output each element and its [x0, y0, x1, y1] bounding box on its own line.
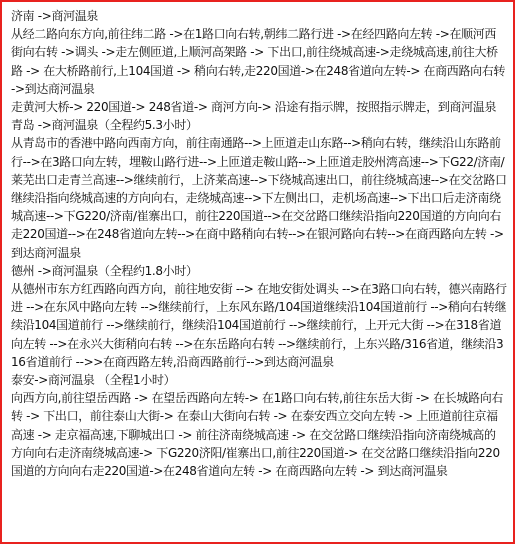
- heading-jinan-route: 济南 ->商河温泉: [11, 9, 99, 23]
- paragraph-jinan-directions: 从经二路向东方向,前往纬二路 ->在1路口向右转,朝纬二路行进 ->在经四路向左转 ->在顺河西街向右转 ->调头 ->走左侧匝道,上顺河高架路 -> 下出口,前往绕城高速->走绕城高速,前往大桥路 -> 在大桥路前行,上104国道 -> 稍向右转,走220国道->在248省道向左转-> 在商西路向右转 ->到达商河温泉: [11, 27, 506, 96]
- heading-dezhou-route: 德州 ->商河温泉（全程约1.8小时）: [11, 263, 198, 278]
- paragraph-qingdao-directions: 从青岛市的香港中路向西南方向，前往南通路-->上匝道走山东路-->稍向右转，继续沿山东路前行-->在3路口向左转，埋鞍山路行进-->上匝道走鞍山路-->上匝道走胶州湾高速-->下G22/济南/莱芜出口走青兰高速-->继续前行，上济莱高速-->下绕城高速出口，前往绕城高速-->在交岔路口继续沿指向绕城高速的方向向右，走绕城高速-->下左侧出口，走机场高速-->下出口后走济南绕城高速-->下G220/济南/崔寨出口，前往220国道-->在交岔路口继续沿指向220国道的方向向右走220国道-->在248省道向左转-->在商中路稍向右转-->在银河路向右转-->在商西路向左转 ->到达商河温泉: [11, 136, 507, 260]
- paragraph-taian-directions: 向西方向,前往望岳西路 -> 在望岳西路向左转-> 在1路口向右转,前往东岳大街 -> 在长城路向右转 -> 下出口，前往泰山大街-> 在泰山大街向右转 -> 在泰安西立交向左转 -> 上匝道前往京福高速 -> 走京福高速,下聊城出口 -> 前往济南绕城高速 -> 在交岔路口继续沿指向济南绕城高的方向向右走济南绕城高速-> 下G220济阳/崔寨出口,前往220国道-> 在交岔路口继续沿指向220国道的方向向右走220国道->在248省道向左转 -> 在商西路向左转 -> 到达商河温泉: [11, 391, 503, 479]
- paragraph-jinan-alternative: 走黄河大桥-> 220国道-> 248省道-> 商河方向-> 沿途有指示牌，按照指示牌走，到商河温泉: [11, 100, 497, 115]
- heading-taian-route: 泰安->商河温泉 （全程1小时）: [11, 373, 176, 388]
- directions-text: [11, 7, 507, 480]
- heading-qingdao-route: 青岛 ->商河温泉（全程约5.3小时）: [11, 118, 198, 133]
- paragraph-dezhou-directions: 从德州市东方红西路向西方向，前往地安街 --> 在地安街处调头 -->在3路口向右转，德兴南路行进 -->在东风中路向左转 -->继续前行，上东风东路/104国道继续沿104国道前行 -->稍向右转继续沿104国道前行 -->继续前行，继续沿104国道前行 -->继续前行，上开元大街 -->在318省道向左转 -->在永兴大街稍向右转 -->在东岳路向右转 -->继续前行，上东兴路/316省道，继续沿316省道前行 -->>在商西路左转,沿商西路前行-->到达商河温泉: [11, 282, 507, 369]
